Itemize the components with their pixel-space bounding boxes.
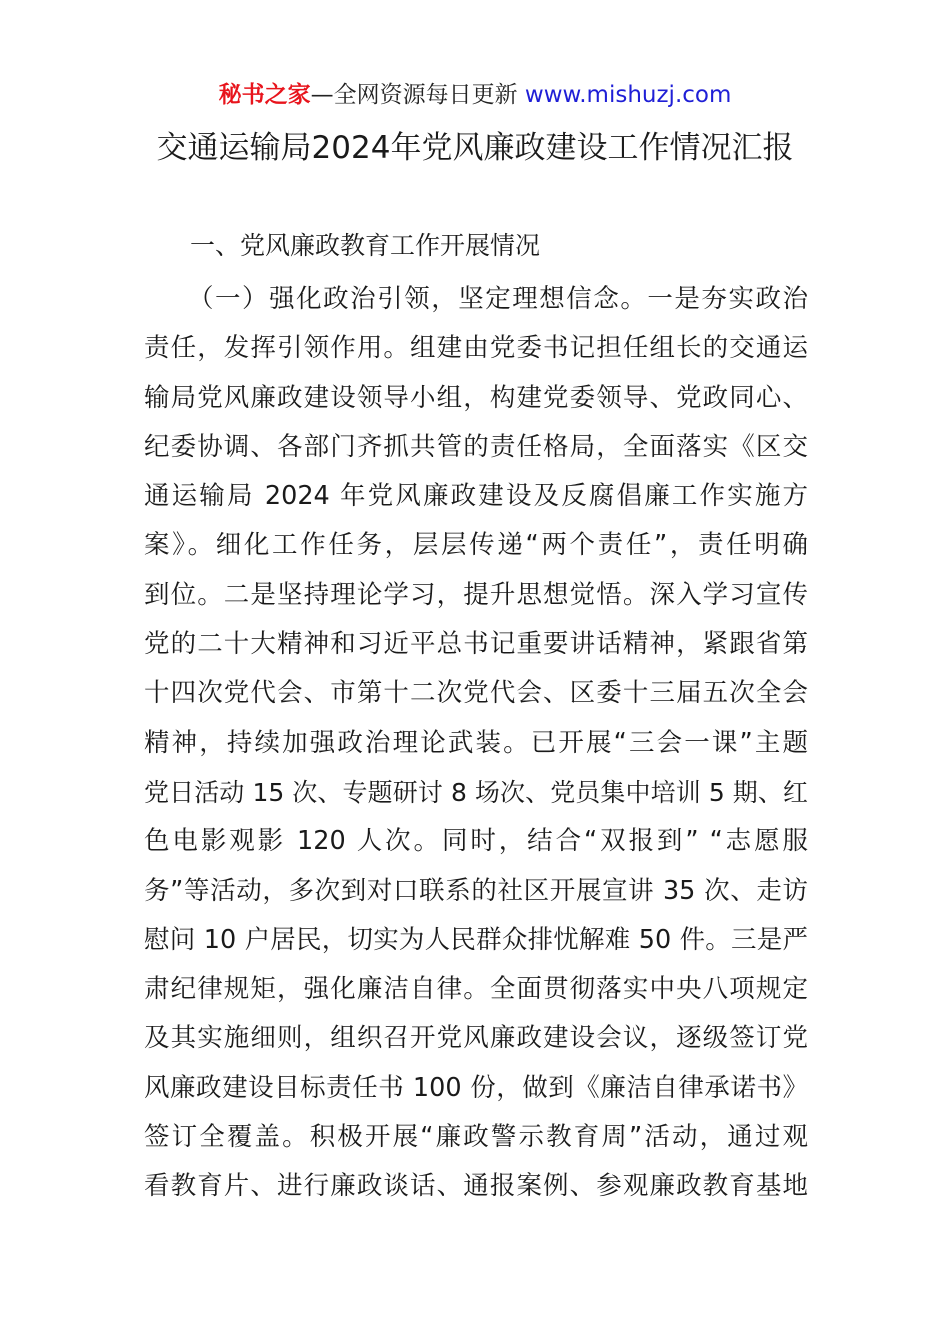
body-line: 纪委协调、各部门齐抓共管的责任格局，全面落实《区交: [144, 431, 808, 462]
body-line: 党的二十大精神和习近平总书记重要讲话精神，紧跟省第: [144, 629, 808, 660]
body-line: （一）强化政治引领，坚定理想信念。一是夯实政治: [188, 284, 808, 314]
body-line: 务”等活动，多次到对口联系的社区开展宣讲 35 次、走访: [144, 875, 808, 906]
body-line: 精神，持续加强政治理论武装。已开展“三会一课”主题: [144, 727, 808, 758]
body-line: 风廉政建设目标责任书 100 份，做到《廉洁自律承诺书》: [144, 1072, 808, 1103]
body-line: 十四次党代会、市第十二次党代会、区委十三届五次全会: [144, 678, 808, 709]
body-line: 肃纪律规矩，强化廉洁自律。全面贯彻落实中央八项规定: [144, 974, 808, 1005]
watermark-brand: 秘书之家: [218, 82, 311, 108]
watermark-url: www.mishuzj.com: [524, 82, 732, 108]
body-line: 看教育片、进行廉政谈话、通报案例、参观廉政教育基地: [144, 1171, 808, 1202]
section-heading: 一、党风廉政教育工作开展情况: [190, 231, 541, 260]
body-line: 签订全覆盖。积极开展“廉政警示教育周”活动，通过观: [144, 1122, 808, 1153]
body-line: 色电影观影 120 人次。同时，结合“双报到” “志愿服: [144, 826, 808, 857]
body-line: 慰问 10 户居民，切实为人民群众排忧解难 50 件。三是严: [144, 924, 808, 955]
body-line: 案》。细化工作任务，层层传递“两个责任”，责任明确: [144, 530, 808, 561]
watermark-banner: [0, 78, 950, 112]
body-line: 输局党风廉政建设领导小组，构建党委领导、党政同心、: [144, 382, 808, 413]
body-line: 及其实施细则，组织召开党风廉政建设会议，逐级签订党: [144, 1023, 808, 1054]
body-line: 党日活动 15 次、专题研讨 8 场次、党员集中培训 5 期、红: [144, 777, 808, 807]
body-line: 责任，发挥引领作用。组建由党委书记担任组长的交通运: [144, 333, 808, 364]
body-text: [144, 275, 808, 1212]
watermark-tagline: —全网资源每日更新: [310, 82, 518, 108]
body-line: 到位。二是坚持理论学习，提升思想觉悟。深入学习宣传: [144, 579, 808, 610]
document-title: 交通运输局2024年党风廉政建设工作情况汇报: [156, 130, 794, 166]
body-line: 通运输局 2024 年党风廉政建设及反腐倡廉工作实施方: [144, 481, 808, 512]
